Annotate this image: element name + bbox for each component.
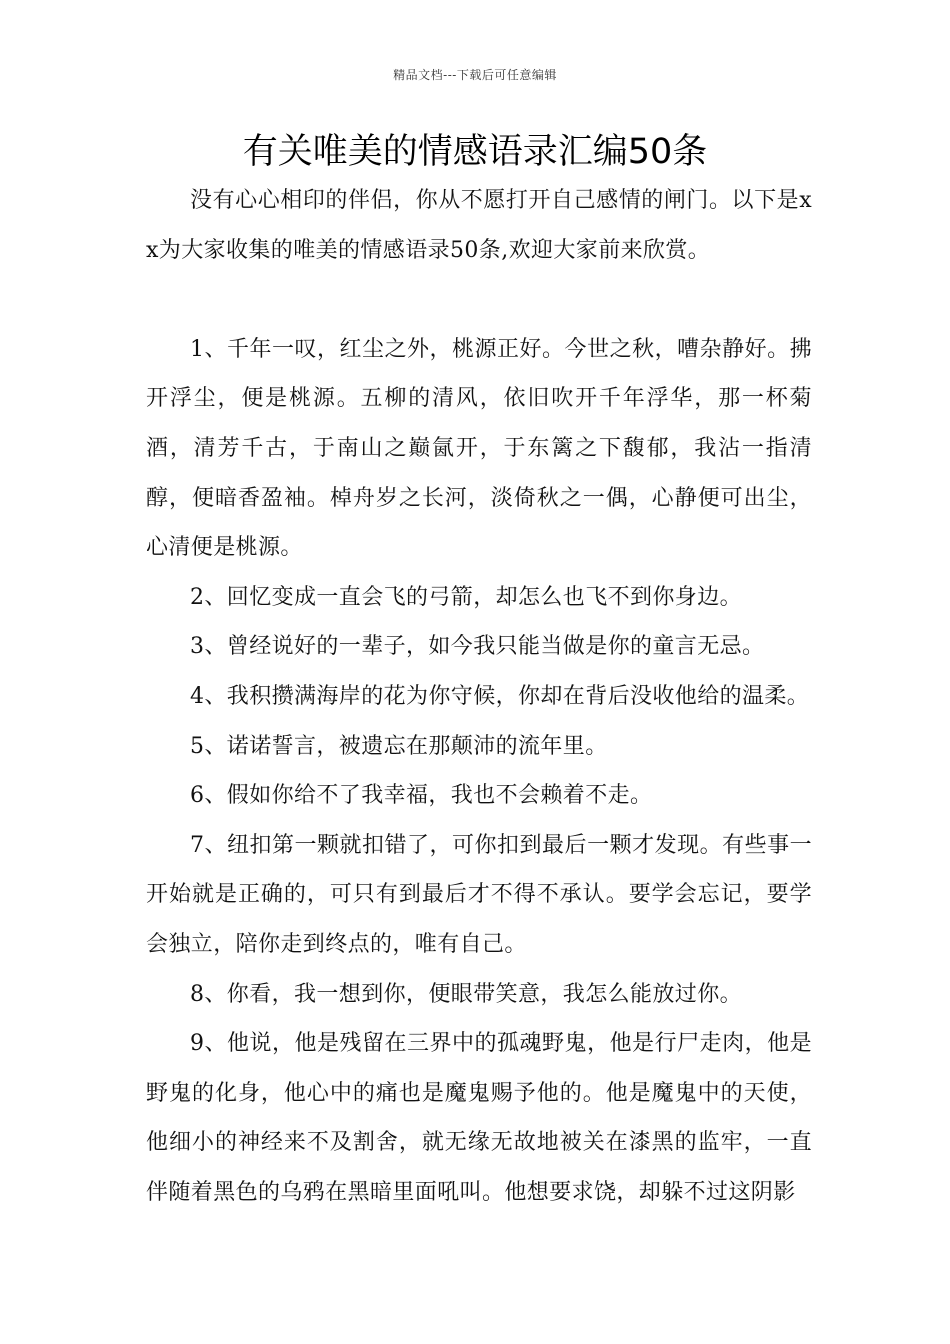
header-note: 精品文档---下载后可任意编辑 bbox=[393, 68, 557, 82]
list-item: 4、我积攒满海岸的花为你守候，你却在背后没收他给的温柔。 bbox=[190, 683, 810, 709]
document-body bbox=[146, 176, 812, 1217]
list-item: 7、纽扣第一颗就扣错了，可你扣到最后一颗才发现。有些事一开始就是正确的，可只有到最后才不得不承认。要学会忘记，要学会独立，陪你走到终点的，唯有自己。 bbox=[146, 832, 812, 957]
list-item: 8、你看，我一想到你，便眼带笑意，我怎么能放过你。 bbox=[190, 981, 742, 1007]
intro-paragraph: 没有心心相印的伴侣，你从不愿打开自己感情的闸门。以下是xx为大家收集的唯美的情感语录50条,欢迎大家前来欣赏。 bbox=[146, 188, 812, 263]
page-title: 有关唯美的情感语录汇编50条 bbox=[242, 132, 708, 172]
list-item: 9、他说，他是残留在三界中的孤魂野鬼，他是行尸走肉，他是野鬼的化身，他心中的痛也是魔鬼赐予他的。他是魔鬼中的天使，他细小的神经来不及割舍，就无缘无故地被关在漆黑的监牢，一直伴随着黑色的乌鸦在黑暗里面吼叫。他想要求饶，却躲不过这阴影 bbox=[146, 1031, 812, 1205]
list-item: 6、假如你给不了我幸福，我也不会赖着不走。 bbox=[190, 783, 653, 809]
list-item: 5、诺诺誓言，被遗忘在那颠沛的流年里。 bbox=[190, 733, 608, 759]
list-item: 2、回忆变成一直会飞的弓箭，却怎么也飞不到你身边。 bbox=[190, 584, 742, 610]
list-item: 1、千年一叹，红尘之外，桃源正好。今世之秋，嘈杂静好。拂开浮尘，便是桃源。五柳的清风，依旧吹开千年浮华，那一杯菊酒，清芳千古，于南山之巅氤开，于东篱之下馥郁，我沾一指清醇，便暗香盈袖。棹舟岁之长河，淡倚秋之一偶，心静便可出尘，心清便是桃源。 bbox=[146, 336, 812, 561]
list-item: 3、曾经说好的一辈子，如今我只能当做是你的童言无忌。 bbox=[190, 634, 765, 660]
